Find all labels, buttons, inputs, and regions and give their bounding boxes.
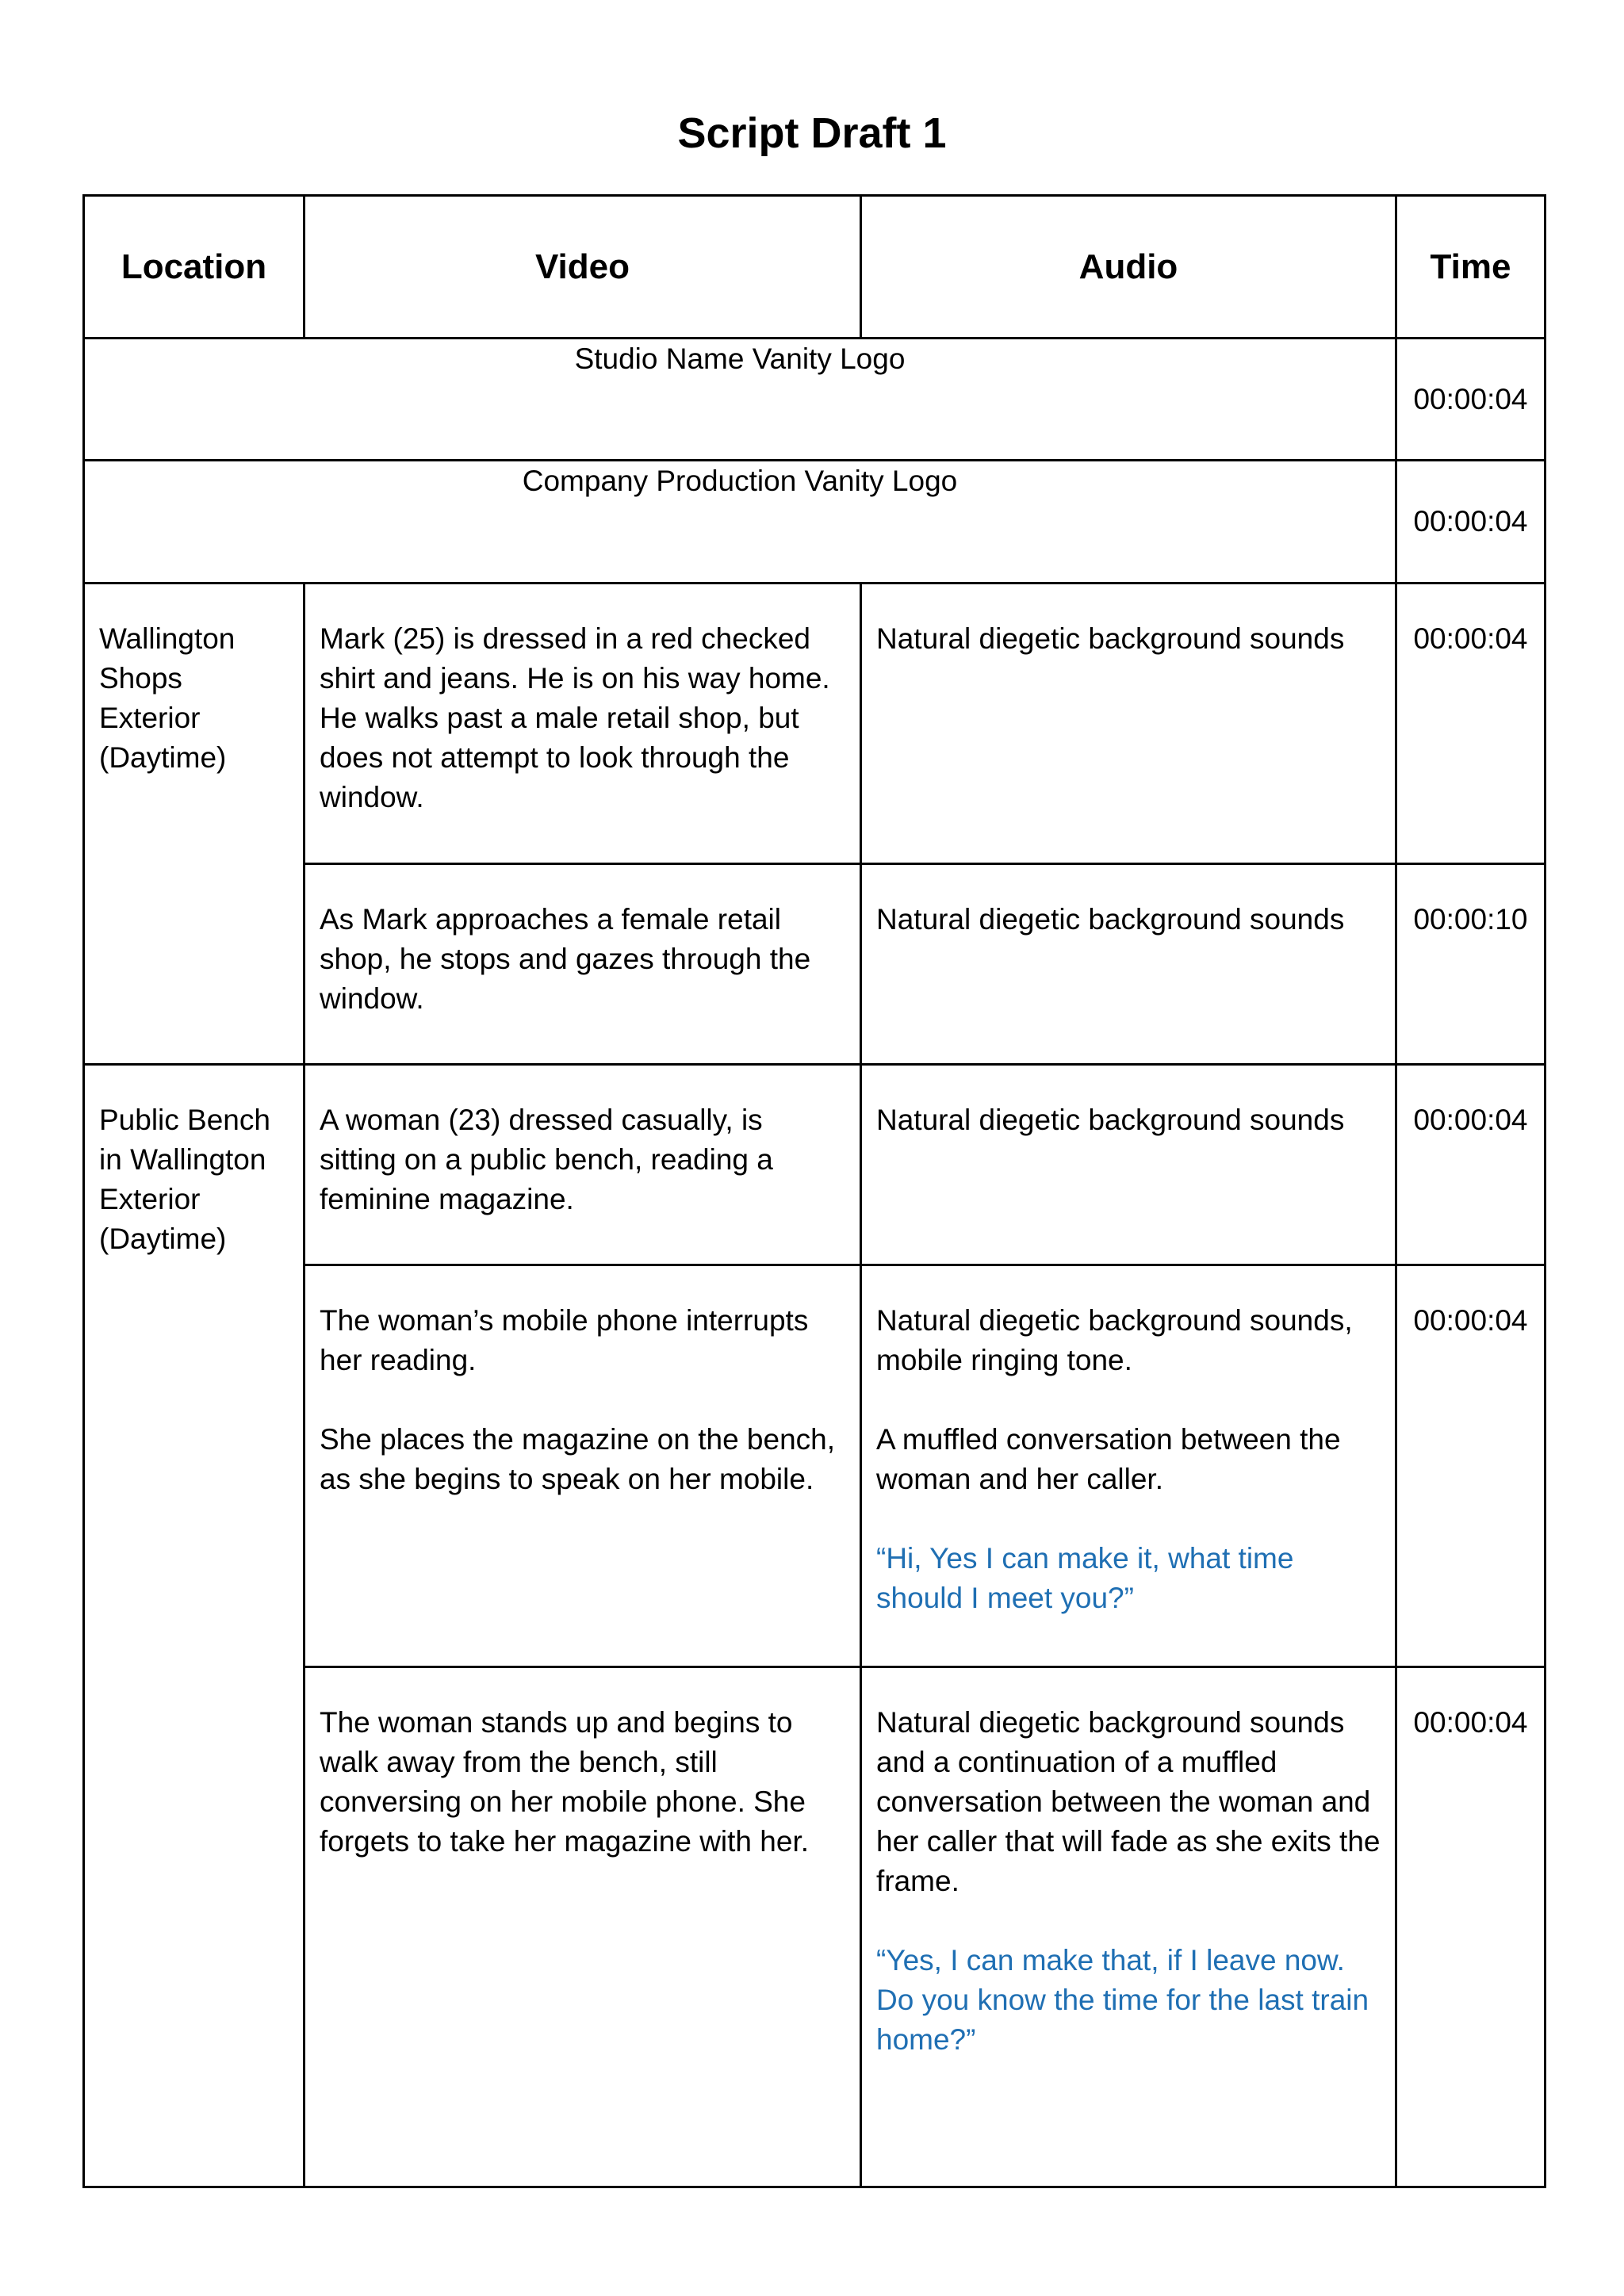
time-header: Time — [1396, 196, 1545, 339]
time-value: 00:00:04 — [1413, 505, 1528, 538]
video-text: A woman (23) dressed casually, is sitting on a public bench, reading a feminine magazine. — [320, 1104, 773, 1215]
time-value: 00:00:10 — [1413, 903, 1528, 936]
company-logo-time — [1396, 461, 1545, 584]
time-value: 00:00:04 — [1413, 382, 1528, 415]
shot-row — [84, 1065, 1545, 1265]
video-cell — [304, 1667, 861, 2187]
location-cell — [84, 584, 304, 1065]
company-logo-cell — [84, 461, 1396, 584]
location-header: Location — [84, 196, 304, 339]
audio-cell — [861, 864, 1396, 1065]
dialogue-text: “Hi, Yes I can make it, what time should I meet you?” — [876, 1542, 1294, 1614]
time-cell — [1396, 1065, 1545, 1265]
time-value: 00:00:04 — [1413, 1104, 1528, 1136]
audio-text: Natural diegetic background sounds and a continuation of a muffled conversation between the woman and her caller that will fade as she exits the frame. — [876, 1706, 1381, 1897]
location-text: Public Bench in Wallington Exterior (Daytime) — [99, 1104, 270, 1255]
audio-text: Natural diegetic background sounds — [876, 622, 1345, 655]
audio-cell — [861, 1065, 1396, 1265]
time-value: 00:00:04 — [1413, 1304, 1528, 1337]
video-cell — [304, 1265, 861, 1667]
video-text: The woman stands up and begins to walk away from the bench, still conversing on her mobile phone. She forgets to take her magazine with her. — [320, 1706, 810, 1858]
audio-text: Natural diegetic background sounds, mobile ringing tone. — [876, 1304, 1353, 1376]
studio-logo-cell — [84, 339, 1396, 461]
logo-row-company — [84, 461, 1545, 584]
time-value: 00:00:04 — [1413, 622, 1528, 655]
studio-logo-time — [1396, 339, 1545, 461]
audio-text: A muffled conversation between the woman and her caller. — [876, 1423, 1341, 1495]
header-row — [84, 196, 1545, 339]
time-value: 00:00:04 — [1413, 1706, 1528, 1739]
video-text: She places the magazine on the bench, as she begins to speak on her mobile. — [320, 1423, 836, 1495]
company-logo-text: Company Production Vanity Logo — [522, 465, 958, 497]
logo-row-studio — [84, 339, 1545, 461]
studio-logo-text: Studio Name Vanity Logo — [574, 342, 906, 375]
audio-text: Natural diegetic background sounds — [876, 1104, 1345, 1136]
time-cell — [1396, 1265, 1545, 1667]
location-cell — [84, 1065, 304, 2187]
video-text: The woman’s mobile phone interrupts her reading. — [320, 1304, 809, 1376]
video-text: As Mark approaches a female retail shop, he stops and gazes through the window. — [320, 903, 811, 1015]
video-text: Mark (25) is dressed in a red checked shirt and jeans. He is on his way home. He walks past a male retail shop, but does not attempt to look through the window. — [320, 622, 830, 813]
video-cell — [304, 584, 861, 864]
page-title: Script Draft 1 — [677, 109, 947, 157]
audio-text: Natural diegetic background sounds — [876, 903, 1345, 936]
audio-header: Audio — [861, 196, 1396, 339]
shot-row — [84, 584, 1545, 864]
video-cell — [304, 1065, 861, 1265]
time-cell — [1396, 864, 1545, 1065]
video-header: Video — [304, 196, 861, 339]
script-table — [82, 194, 1546, 2188]
audio-cell — [861, 1667, 1396, 2187]
dialogue-text: “Yes, I can make that, if I leave now. Do you know the time for the last train home?” — [876, 1944, 1369, 2056]
time-cell — [1396, 1667, 1545, 2187]
audio-cell — [861, 584, 1396, 864]
video-cell — [304, 864, 861, 1065]
time-cell — [1396, 584, 1545, 864]
location-text: Wallington Shops Exterior (Daytime) — [99, 622, 236, 774]
audio-cell — [861, 1265, 1396, 1667]
